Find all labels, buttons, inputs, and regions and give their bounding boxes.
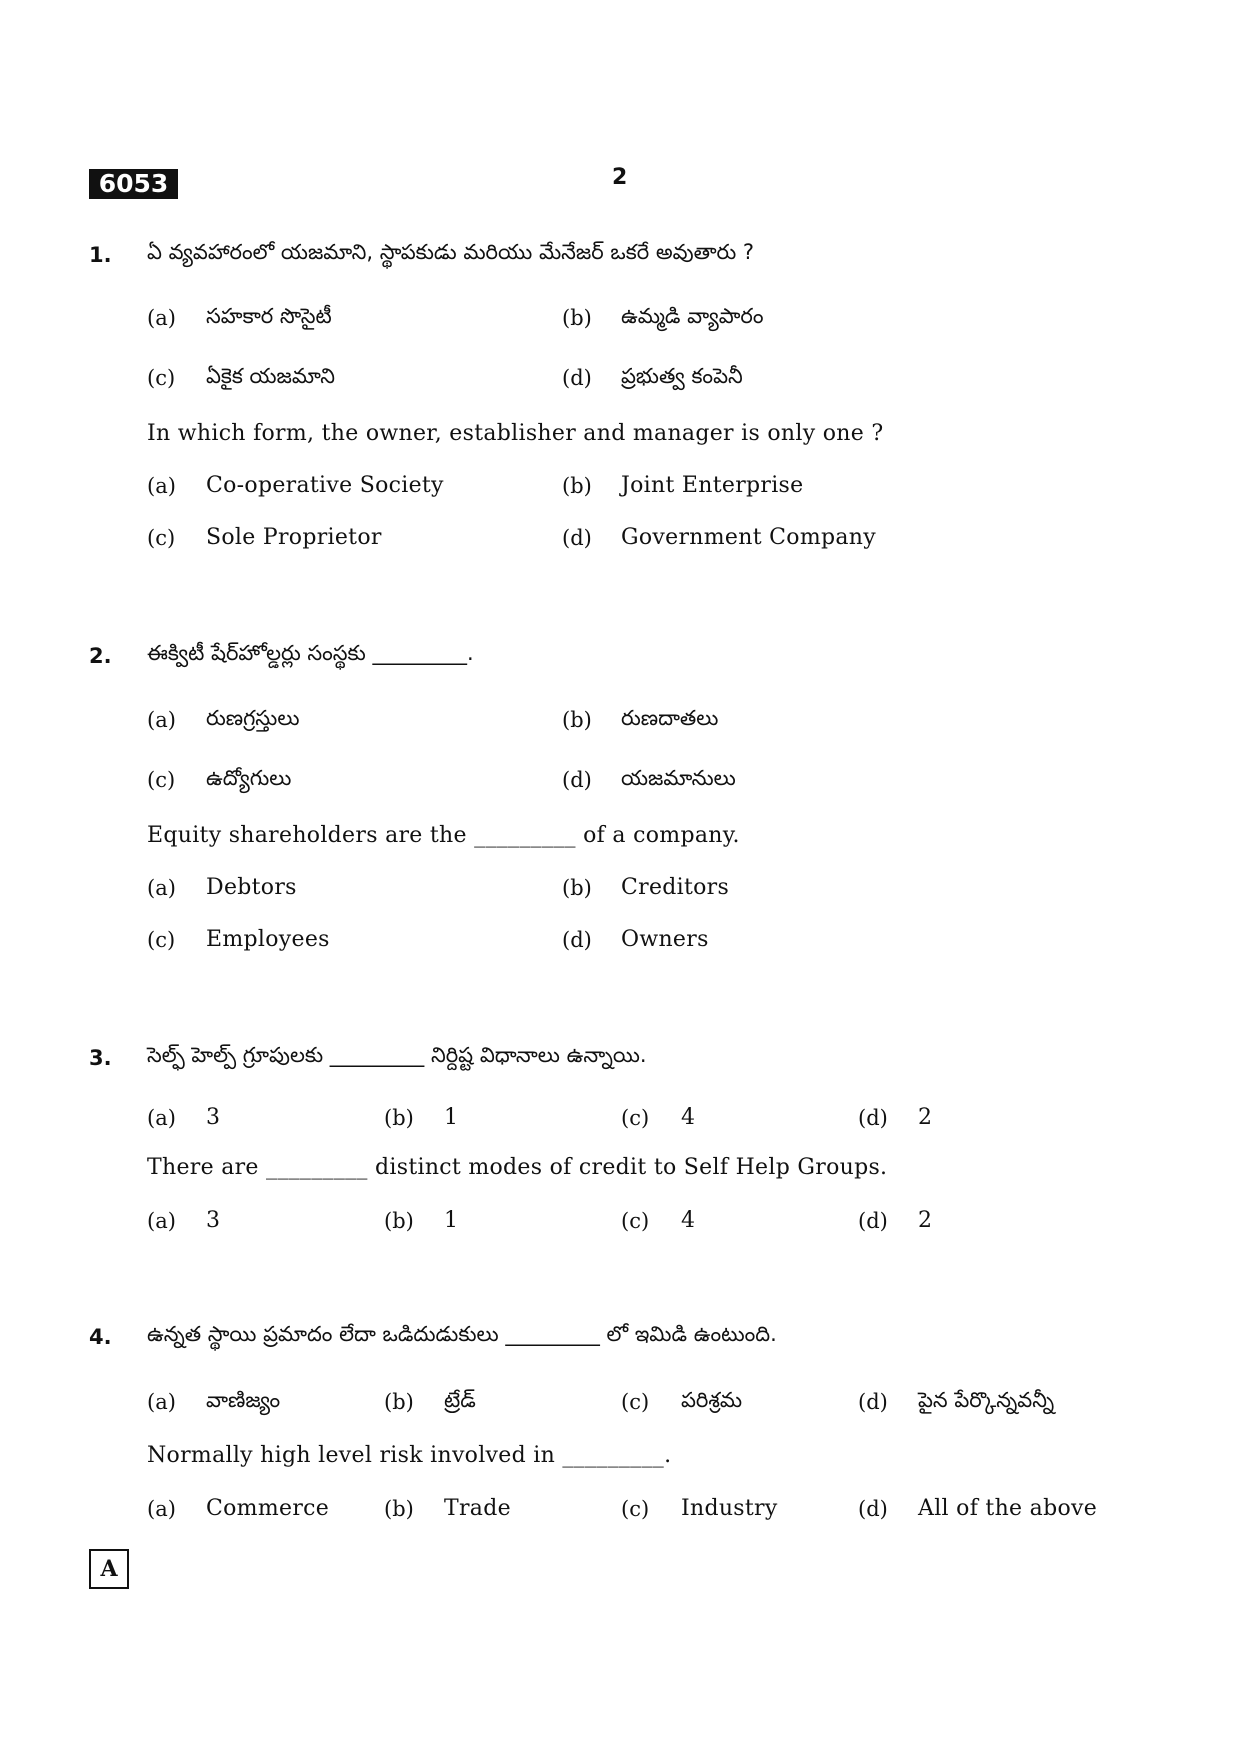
q4-en-option-a-text: Commerce <box>206 1496 330 1521</box>
q4-en-option-a-label: (a) <box>147 1497 176 1521</box>
set-label-box: A <box>89 1549 129 1589</box>
q3-en-option-b-text: 1 <box>444 1208 459 1233</box>
q3-en-option-a-text: 3 <box>206 1208 221 1233</box>
q2-en-option-a-text: Debtors <box>206 875 297 900</box>
q4-en-option-b-text: Trade <box>444 1496 511 1521</box>
q2-en-option-b-text: Creditors <box>621 875 730 900</box>
q2-te-option-a-label: (a) <box>147 708 176 732</box>
q2-en-option-d-text: Owners <box>621 927 709 952</box>
q1-en-option-c-label: (c) <box>147 526 176 550</box>
q1-en-option-a-text: Co-operative Society <box>206 473 444 498</box>
q2-te-option-d-label: (d) <box>562 768 592 792</box>
q4-te-option-b-label: (b) <box>384 1390 414 1414</box>
q1-te-option-d-label: (d) <box>562 366 592 390</box>
question-3-english-text: There are _________ distinct modes of credit to Self Help Groups. <box>147 1155 888 1180</box>
q2-en-option-c-label: (c) <box>147 928 176 952</box>
q4-en-option-b-label: (b) <box>384 1497 414 1521</box>
q2-te-option-b-text: రుణదాతలు <box>621 706 719 730</box>
q4-en-option-d-label: (d) <box>858 1497 888 1521</box>
q3-te-option-c-label: (c) <box>621 1106 650 1130</box>
question-2-number: 2. <box>89 644 112 668</box>
question-4-english-text: Normally high level risk involved in _________. <box>147 1443 672 1468</box>
q2-en-option-d-label: (d) <box>562 928 592 952</box>
question-2-telugu-text: ఈక్విటీ షేర్‌హోల్డర్లు సంస్థకు _________. <box>147 641 474 665</box>
q1-en-option-b-text: Joint Enterprise <box>621 473 804 498</box>
q4-te-option-c-label: (c) <box>621 1390 650 1414</box>
q4-en-option-d-text: All of the above <box>918 1496 1098 1521</box>
q2-te-option-d-text: యజమానులు <box>621 766 736 790</box>
q3-en-option-b-label: (b) <box>384 1209 414 1233</box>
q2-te-option-c-text: ఉద్యోగులు <box>206 766 292 790</box>
q1-te-option-c-label: (c) <box>147 366 176 390</box>
q3-en-option-d-text: 2 <box>918 1208 933 1233</box>
q2-en-option-c-text: Employees <box>206 927 330 952</box>
q2-te-option-c-label: (c) <box>147 768 176 792</box>
q1-te-option-d-text: ప్రభుత్వ కంపెనీ <box>621 364 743 388</box>
q1-te-option-a-text: సహకార సొసైటీ <box>206 304 332 328</box>
q4-te-option-a-text: వాణిజ్యం <box>206 1388 281 1412</box>
q3-te-option-c-text: 4 <box>681 1105 696 1130</box>
q4-te-option-c-text: పరిశ్రమ <box>681 1388 743 1412</box>
q1-en-option-b-label: (b) <box>562 474 592 498</box>
q1-te-option-b-text: ఉమ్మడి వ్యాపారం <box>621 304 764 328</box>
q1-en-option-a-label: (a) <box>147 474 176 498</box>
q3-en-option-a-label: (a) <box>147 1209 176 1233</box>
q3-en-option-c-label: (c) <box>621 1209 650 1233</box>
q3-en-option-c-text: 4 <box>681 1208 696 1233</box>
question-2-english-text: Equity shareholders are the _________ of a company. <box>147 823 740 848</box>
q1-te-option-a-label: (a) <box>147 306 176 330</box>
q4-te-option-d-text: పైన పేర్కొన్నవన్నీ <box>918 1388 1055 1412</box>
q1-te-option-b-label: (b) <box>562 306 592 330</box>
question-1-english-text: In which form, the owner, establisher and manager is only one ? <box>147 421 884 446</box>
q4-te-option-d-label: (d) <box>858 1390 888 1414</box>
paper-code-badge: 6053 <box>89 169 178 199</box>
q2-en-option-a-label: (a) <box>147 876 176 900</box>
q1-te-option-c-text: ఏకైక యజమాని <box>206 364 335 388</box>
q3-en-option-d-label: (d) <box>858 1209 888 1233</box>
q3-te-option-d-label: (d) <box>858 1106 888 1130</box>
q3-te-option-b-text: 1 <box>444 1105 459 1130</box>
q4-en-option-c-text: Industry <box>681 1496 778 1521</box>
question-3-number: 3. <box>89 1046 112 1070</box>
q3-te-option-a-label: (a) <box>147 1106 176 1130</box>
question-1-telugu-text: ఏ వ్యవహారంలో యజమాని, స్థాపకుడు మరియు మేనేజర్ ఒకరే అవుతారు ? <box>147 240 755 264</box>
q3-te-option-a-text: 3 <box>206 1105 221 1130</box>
q3-te-option-b-label: (b) <box>384 1106 414 1130</box>
q1-en-option-d-label: (d) <box>562 526 592 550</box>
q4-te-option-b-text: ట్రేడ్ <box>444 1388 476 1412</box>
question-4-number: 4. <box>89 1325 112 1349</box>
q3-te-option-d-text: 2 <box>918 1105 933 1130</box>
q4-en-option-c-label: (c) <box>621 1497 650 1521</box>
question-3-telugu-text: సెల్ఫ్ హెల్ప్ గ్రూపులకు _________ నిర్దిష్ట విధానాలు ఉన్నాయి. <box>147 1043 647 1067</box>
question-4-telugu-text: ఉన్నత స్థాయి ప్రమాదం లేదా ఒడిదుడుకులు _________ లో ఇమిడి ఉంటుంది. <box>147 1322 777 1346</box>
q4-te-option-a-label: (a) <box>147 1390 176 1414</box>
q2-en-option-b-label: (b) <box>562 876 592 900</box>
q1-en-option-c-text: Sole Proprietor <box>206 525 382 550</box>
q2-te-option-a-text: రుణగ్రస్తులు <box>206 706 300 730</box>
q2-te-option-b-label: (b) <box>562 708 592 732</box>
question-1-number: 1. <box>89 243 112 267</box>
q1-en-option-d-text: Government Company <box>621 525 876 550</box>
page-number: 2 <box>612 165 628 190</box>
